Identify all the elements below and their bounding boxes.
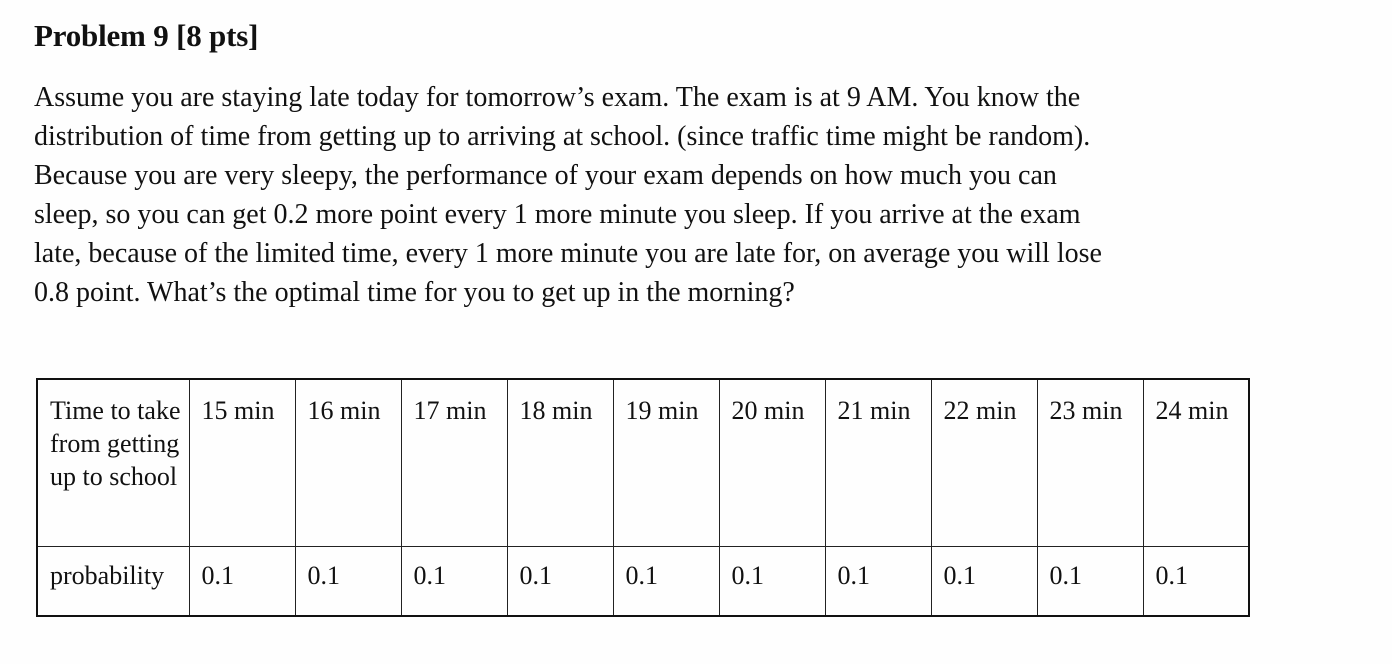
problem-statement (34, 78, 1224, 312)
statement-line: Assume you are staying late today for tomorrow’s exam. The exam is at 9 AM. You know the (34, 82, 1081, 113)
table-row-time (37, 379, 1249, 547)
probability-cell: 0.1 (295, 547, 401, 617)
statement-line: distribution of time from getting up to arriving at school. (since traffic time might be random). (34, 121, 1091, 152)
row-header-time: Time to take from getting up to school (37, 379, 189, 547)
row-header-probability: probability (37, 547, 189, 617)
problem-title: Problem 9 [8 pts] (34, 18, 259, 53)
time-cell: 24 min (1143, 379, 1249, 547)
time-cell: 20 min (719, 379, 825, 547)
statement-line: Because you are very sleepy, the performance of your exam depends on how much you can (34, 160, 1057, 191)
statement-line: 0.8 point. What’s the optimal time for you to get up in the morning? (34, 277, 795, 308)
probability-cell: 0.1 (507, 547, 613, 617)
probability-cell: 0.1 (613, 547, 719, 617)
probability-cell: 0.1 (401, 547, 507, 617)
time-cell: 22 min (931, 379, 1037, 547)
probability-cell: 0.1 (1037, 547, 1143, 617)
time-cell: 17 min (401, 379, 507, 547)
probability-cell: 0.1 (189, 547, 295, 617)
statement-line: late, because of the limited time, every 1 more minute you are late for, on average you will lose (34, 238, 1102, 269)
statement-line: sleep, so you can get 0.2 more point every 1 more minute you sleep. If you arrive at the exam (34, 199, 1081, 230)
probability-cell: 0.1 (931, 547, 1037, 617)
time-cell: 21 min (825, 379, 931, 547)
time-cell: 16 min (295, 379, 401, 547)
time-cell: 18 min (507, 379, 613, 547)
probability-cell: 0.1 (825, 547, 931, 617)
time-cell: 23 min (1037, 379, 1143, 547)
table-row-probability (37, 547, 1249, 617)
probability-cell: 0.1 (1143, 547, 1249, 617)
time-cell: 15 min (189, 379, 295, 547)
distribution-table-wrapper (36, 378, 1250, 617)
time-distribution-table (36, 378, 1250, 617)
probability-cell: 0.1 (719, 547, 825, 617)
time-cell: 19 min (613, 379, 719, 547)
